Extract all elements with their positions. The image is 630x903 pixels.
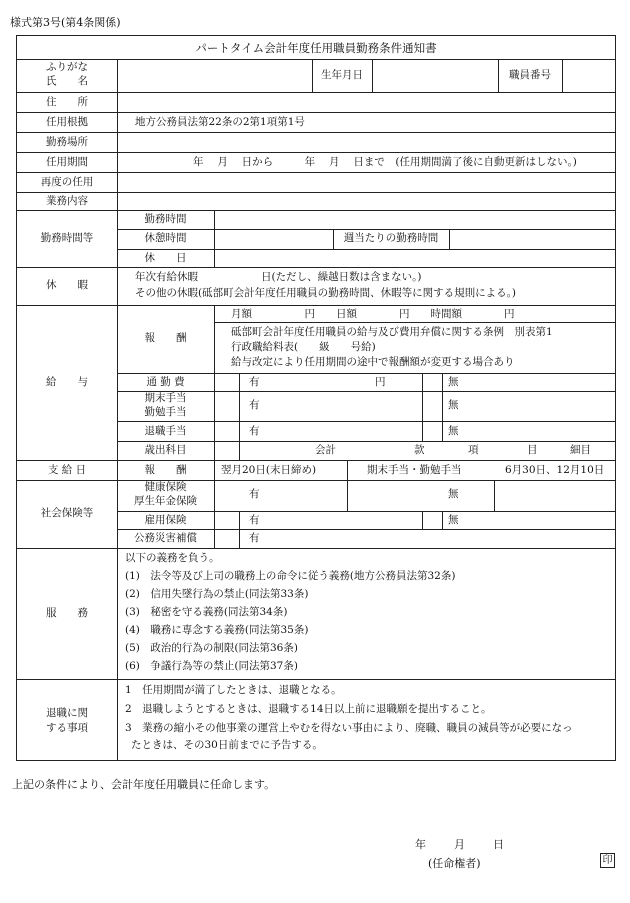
pay-ordinance: 砥部町会計年度任用職員の給与及び費用弁償に関する条例 別表第1 [231, 326, 553, 338]
rule [17, 460, 615, 461]
payday-remuneration-label: 報 酬 [144, 464, 187, 476]
rule [347, 460, 348, 480]
rule [17, 679, 615, 680]
employment-insurance-has: 有 [249, 514, 260, 526]
service-item: (5) 政治的行為の制限(同法第36条) [125, 642, 298, 654]
rule [494, 480, 495, 511]
weekly-hours-label: 週当たりの勤務時間 [343, 232, 439, 244]
commute-has: 有 [249, 376, 260, 388]
rule [422, 373, 423, 441]
rule [347, 480, 348, 511]
retirement-allowance-has: 有 [249, 425, 260, 437]
basis-label: 任用根拠 [46, 116, 88, 128]
reappointment-label: 再度の任用 [40, 176, 94, 188]
accident-compensation-has: 有 [249, 532, 260, 544]
rule [117, 373, 615, 374]
retirement-item: 3 業務の縮小その他事業の運営上やむを得ない事由により、廃職、職員の減員等が必要になっ [125, 722, 573, 734]
form-number: 様式第3号(第4条関係) [10, 16, 121, 29]
break-label: 休憩時間 [144, 232, 187, 244]
rule [17, 480, 615, 481]
retirement-item: たときは、その30日前までに予告する。 [131, 739, 323, 751]
conditions-form-table [16, 35, 616, 761]
pay-label: 給 与 [46, 376, 88, 388]
health-insurance-has: 有 [249, 488, 260, 500]
insurance-label: 社会保険等 [40, 507, 94, 519]
rule [214, 305, 215, 480]
bonus-label-1: 期末手当 [144, 392, 187, 404]
rule [214, 480, 215, 548]
appointment-date: 年 月 日 [415, 838, 506, 851]
rule [17, 210, 615, 211]
workplace-label: 勤務場所 [46, 136, 88, 148]
rule [17, 267, 615, 268]
commute-none: 無 [448, 376, 459, 388]
rule [562, 59, 563, 92]
service-item: (2) 信用失墜行為の禁止(同法第33条) [125, 588, 309, 600]
rule [117, 249, 615, 250]
basis-value: 地方公務員法第22条の2第1項第1号 [135, 116, 305, 128]
bonus-label-2: 勤勉手当 [144, 406, 187, 418]
holiday-label: 休 日 [144, 252, 187, 264]
employment-insurance-none: 無 [448, 514, 459, 526]
bonus-has: 有 [249, 399, 260, 411]
service-item: (4) 職務に専念する義務(同法第35条) [125, 624, 309, 636]
commute-yen: 円 [375, 376, 386, 388]
rule [117, 421, 615, 422]
work-hours-label: 勤務時間等 [40, 232, 94, 244]
pension-label: 厚生年金保険 [134, 495, 197, 507]
budget-account: 会計 [315, 444, 336, 456]
rule [442, 373, 443, 441]
form-title: パートタイム会計年度任用職員勤務条件通知書 [195, 41, 437, 55]
employee-number-label: 職員番号 [509, 69, 551, 81]
rule [17, 548, 615, 549]
service-item: (1) 法令等及び上司の職務上の命令に従う義務(地方公務員法第32条) [125, 570, 456, 582]
service-item: (6) 争議行為等の禁止(同法第37条) [125, 660, 298, 672]
duties-label: 業務内容 [46, 195, 88, 207]
rule [17, 112, 615, 113]
period-label: 任用期間 [46, 156, 88, 168]
rule [239, 373, 240, 460]
pay-revision-note: 給与改定により任用期間の途中で報酬額が変更する場合あり [231, 356, 515, 368]
commute-label: 通 勤 費 [146, 376, 185, 388]
furigana-label: ふりがな [46, 61, 88, 73]
leave-line-2: その他の休暇(砥部町会計年度任用職員の勤務時間、休暇等に関する規則による。) [135, 287, 516, 299]
rule [422, 511, 423, 529]
budget-label: 歳出科目 [144, 444, 187, 456]
rule [214, 322, 615, 323]
retirement-item: 1 任用期間が満了したときは、退職となる。 [125, 684, 342, 696]
budget-kan: 款 [414, 444, 425, 456]
rule [17, 152, 615, 153]
retirement-item: 2 退職しようとするときは、退職する14日以上前に退職願を提出すること。 [125, 703, 492, 715]
bonus-none: 無 [448, 399, 459, 411]
budget-kou: 項 [468, 444, 479, 456]
rule [372, 59, 373, 92]
rule [117, 529, 615, 530]
closing-statement: 上記の条件により、会計年度任用職員に任命します。 [12, 778, 276, 791]
pay-rates: 月額 円 日額 円 時間額 円 [231, 308, 515, 320]
rule [449, 229, 450, 249]
budget-saimoku: 細目 [570, 444, 591, 456]
service-intro: 以下の義務を負う。 [125, 552, 220, 564]
rule [17, 305, 615, 306]
rule [17, 59, 615, 60]
service-label: 服 務 [46, 607, 88, 619]
employment-insurance-label: 雇用保険 [144, 514, 187, 526]
accident-compensation-label: 公務災害補償 [134, 532, 197, 544]
retirement-matters-label-2: する事項 [46, 722, 88, 734]
rule [117, 229, 615, 230]
appointing-authority: (任命権者) [428, 857, 481, 870]
payday-remuneration-value: 翌月20日(末日締め) [221, 464, 317, 476]
rule [117, 511, 615, 512]
seal-mark: 印 [600, 853, 615, 868]
rule [17, 132, 615, 133]
address-label: 住 所 [46, 96, 88, 108]
rule [239, 511, 240, 548]
rule [17, 192, 615, 193]
rule [442, 511, 443, 529]
leave-line-1: 年次有給休暇 日(ただし、繰越日数は含まない。) [135, 271, 422, 283]
hours-label: 勤務時間 [144, 213, 187, 225]
pay-salary-table: 行政職給料表( 級 号給) [231, 341, 376, 353]
health-insurance-label: 健康保険 [144, 481, 187, 493]
rule [214, 210, 215, 267]
retirement-allowance-none: 無 [448, 425, 459, 437]
health-insurance-none: 無 [448, 488, 459, 500]
service-item: (3) 秘密を守る義務(同法第34条) [125, 606, 288, 618]
budget-moku: 目 [527, 444, 538, 456]
payday-bonus-label: 期末手当・勤勉手当 [367, 464, 462, 476]
leave-label: 休 暇 [46, 279, 88, 291]
name-label: 氏 名 [46, 75, 88, 87]
retirement-matters-label-1: 退職に関 [46, 707, 88, 719]
birthdate-label: 生年月日 [321, 69, 363, 81]
rule [117, 441, 615, 442]
period-value: 年 月 日から 年 月 日まで (任用期間満了後に自動更新はしない。) [193, 156, 577, 168]
rule [17, 92, 615, 93]
payday-label: 支 給 日 [47, 464, 87, 476]
payday-bonus-value: 6月30日、12月10日 [505, 464, 605, 476]
rule [17, 172, 615, 173]
retirement-allowance-label: 退職手当 [144, 425, 187, 437]
remuneration-label: 報 酬 [144, 332, 187, 344]
